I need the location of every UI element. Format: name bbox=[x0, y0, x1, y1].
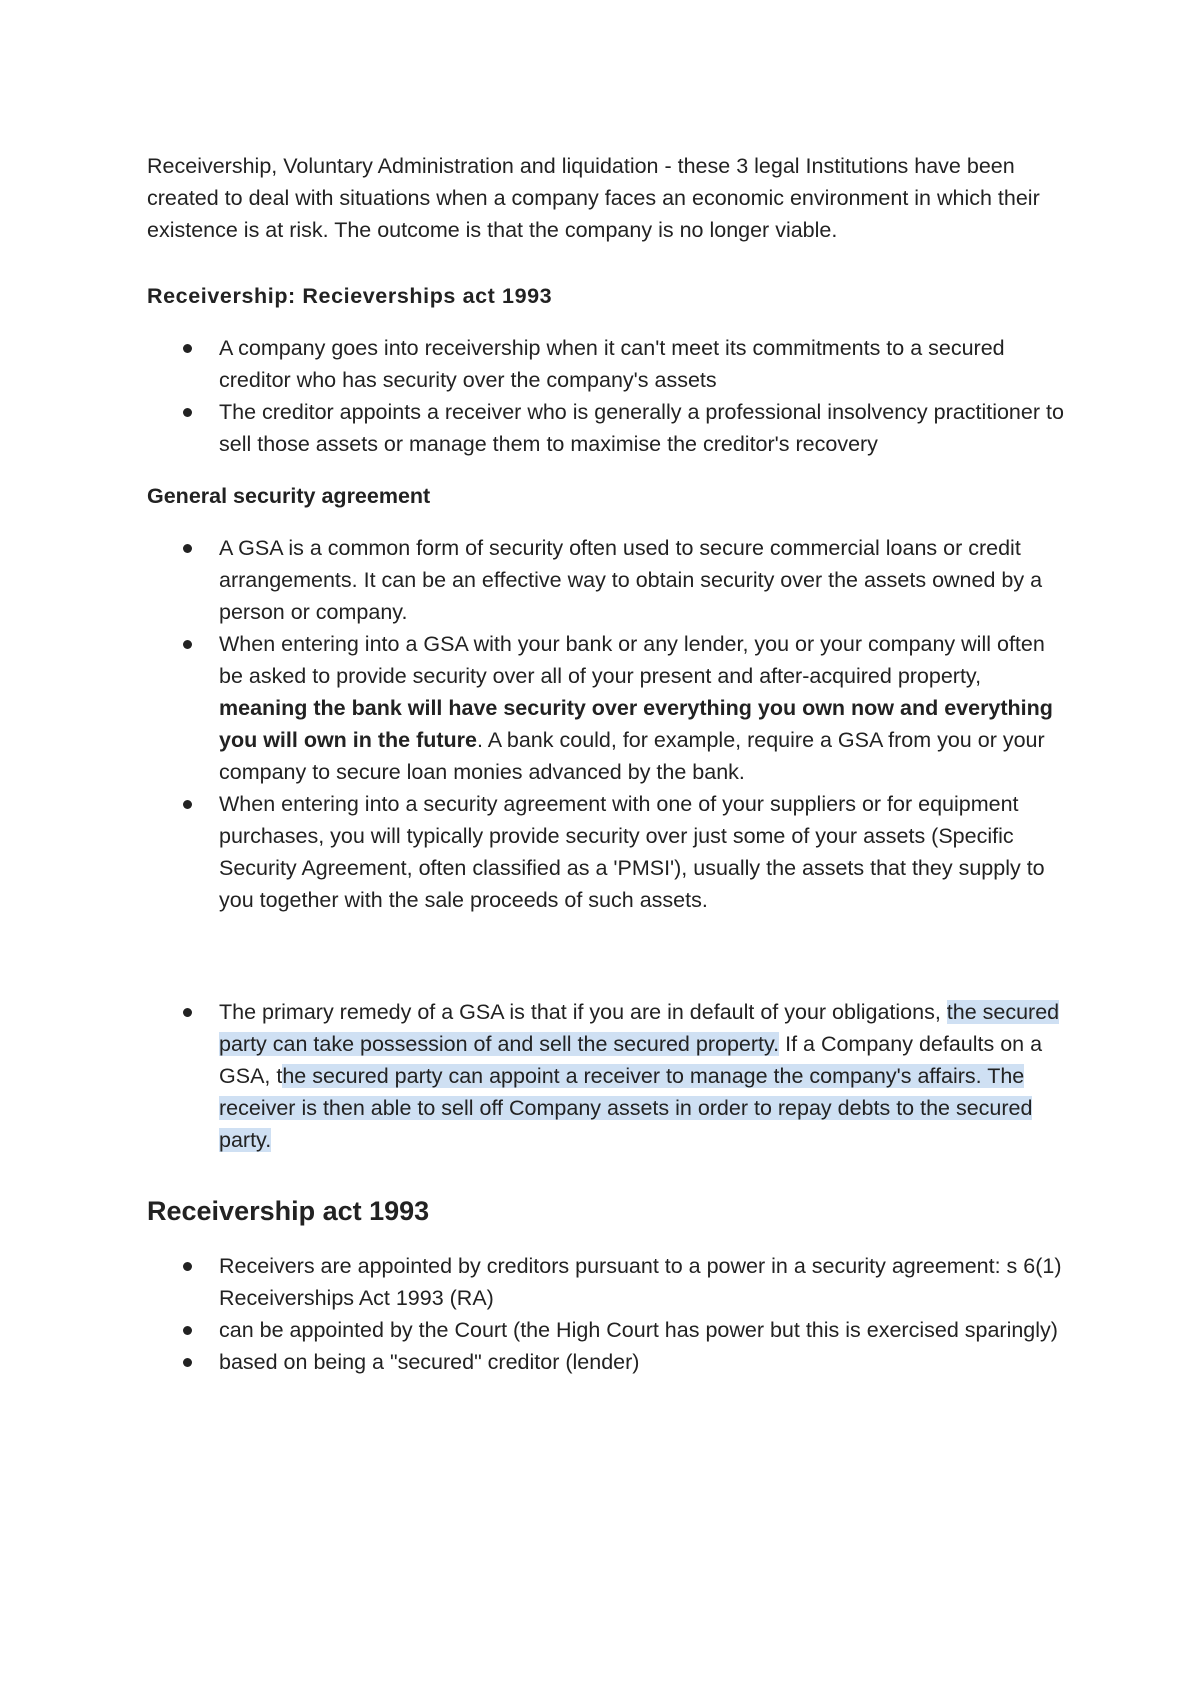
list-item: When entering into a security agreement with one of your suppliers or for equipment purchases, you will typically provide security over just some of your assets (Specific Security Agreement, often classified as a 'PMSI'), usually the assets that they supply to you together with the sale proceeds of such assets. bbox=[147, 788, 1067, 916]
receivership-heading: Receivership: Recieverships act 1993 bbox=[147, 284, 553, 308]
list-item: based on being a "secured" creditor (lender) bbox=[147, 1346, 1067, 1378]
list-item: Receivers are appointed by creditors pursuant to a power in a security agreement: s 6(1) Receiverships Act 1993 (RA) bbox=[147, 1250, 1067, 1314]
receivership-act-bullet-list bbox=[147, 1250, 1067, 1378]
list-item: A company goes into receivership when it can't meet its commitments to a secured creditor who has security over the company's assets bbox=[147, 332, 1067, 396]
document-page bbox=[147, 150, 1067, 1378]
receivership-bullet-list bbox=[147, 332, 1067, 460]
list-item bbox=[147, 996, 1067, 1156]
gsa-text: The primary remedy of a GSA is that if you are in default of your obligations, bbox=[219, 1000, 947, 1024]
gsa-bold-text: meaning the bank will have security over everything you own now and everything you will own in the future bbox=[219, 696, 1053, 752]
gsa-bullet-list bbox=[147, 532, 1067, 1156]
gsa-text: When entering into a GSA with your bank or any lender, you or your company will often be asked to provide security over all of your present and after-acquired property, bbox=[219, 632, 1045, 688]
list-item: can be appointed by the Court (the High Court has power but this is exercised sparingly) bbox=[147, 1314, 1067, 1346]
list-item: The creditor appoints a receiver who is generally a professional insolvency practitioner to sell those assets or manage them to maximise the creditor's recovery bbox=[147, 396, 1067, 460]
receivership-act-heading: Receivership act 1993 bbox=[147, 1196, 430, 1226]
gsa-heading: General security agreement bbox=[147, 484, 431, 508]
list-item bbox=[147, 628, 1067, 788]
intro-paragraph: Receivership, Voluntary Administration and liquidation - these 3 legal Institutions have been created to deal with situations when a company faces an economic environment in which their existence is at risk. The outcome is that the company is no longer viable. bbox=[147, 154, 1040, 242]
list-item: A GSA is a common form of security often used to secure commercial loans or credit arrangements. It can be an effective way to obtain security over the assets owned by a person or company. bbox=[147, 532, 1067, 628]
highlighted-text[interactable]: he secured party can appoint a receiver to manage the company's affairs. The receiver is then able to sell off Company assets in order to repay debts to the secured party. bbox=[219, 1064, 1033, 1152]
highlighted-text[interactable]: the secured party can take possession of and sell the secured property. bbox=[219, 1000, 1060, 1056]
gsa-text: . A bank could, for example, require a GSA from you or your company to secure loan monies advanced by the bank. bbox=[219, 728, 1045, 784]
gsa-text: If a Company defaults on a GSA, t bbox=[219, 1032, 1043, 1088]
